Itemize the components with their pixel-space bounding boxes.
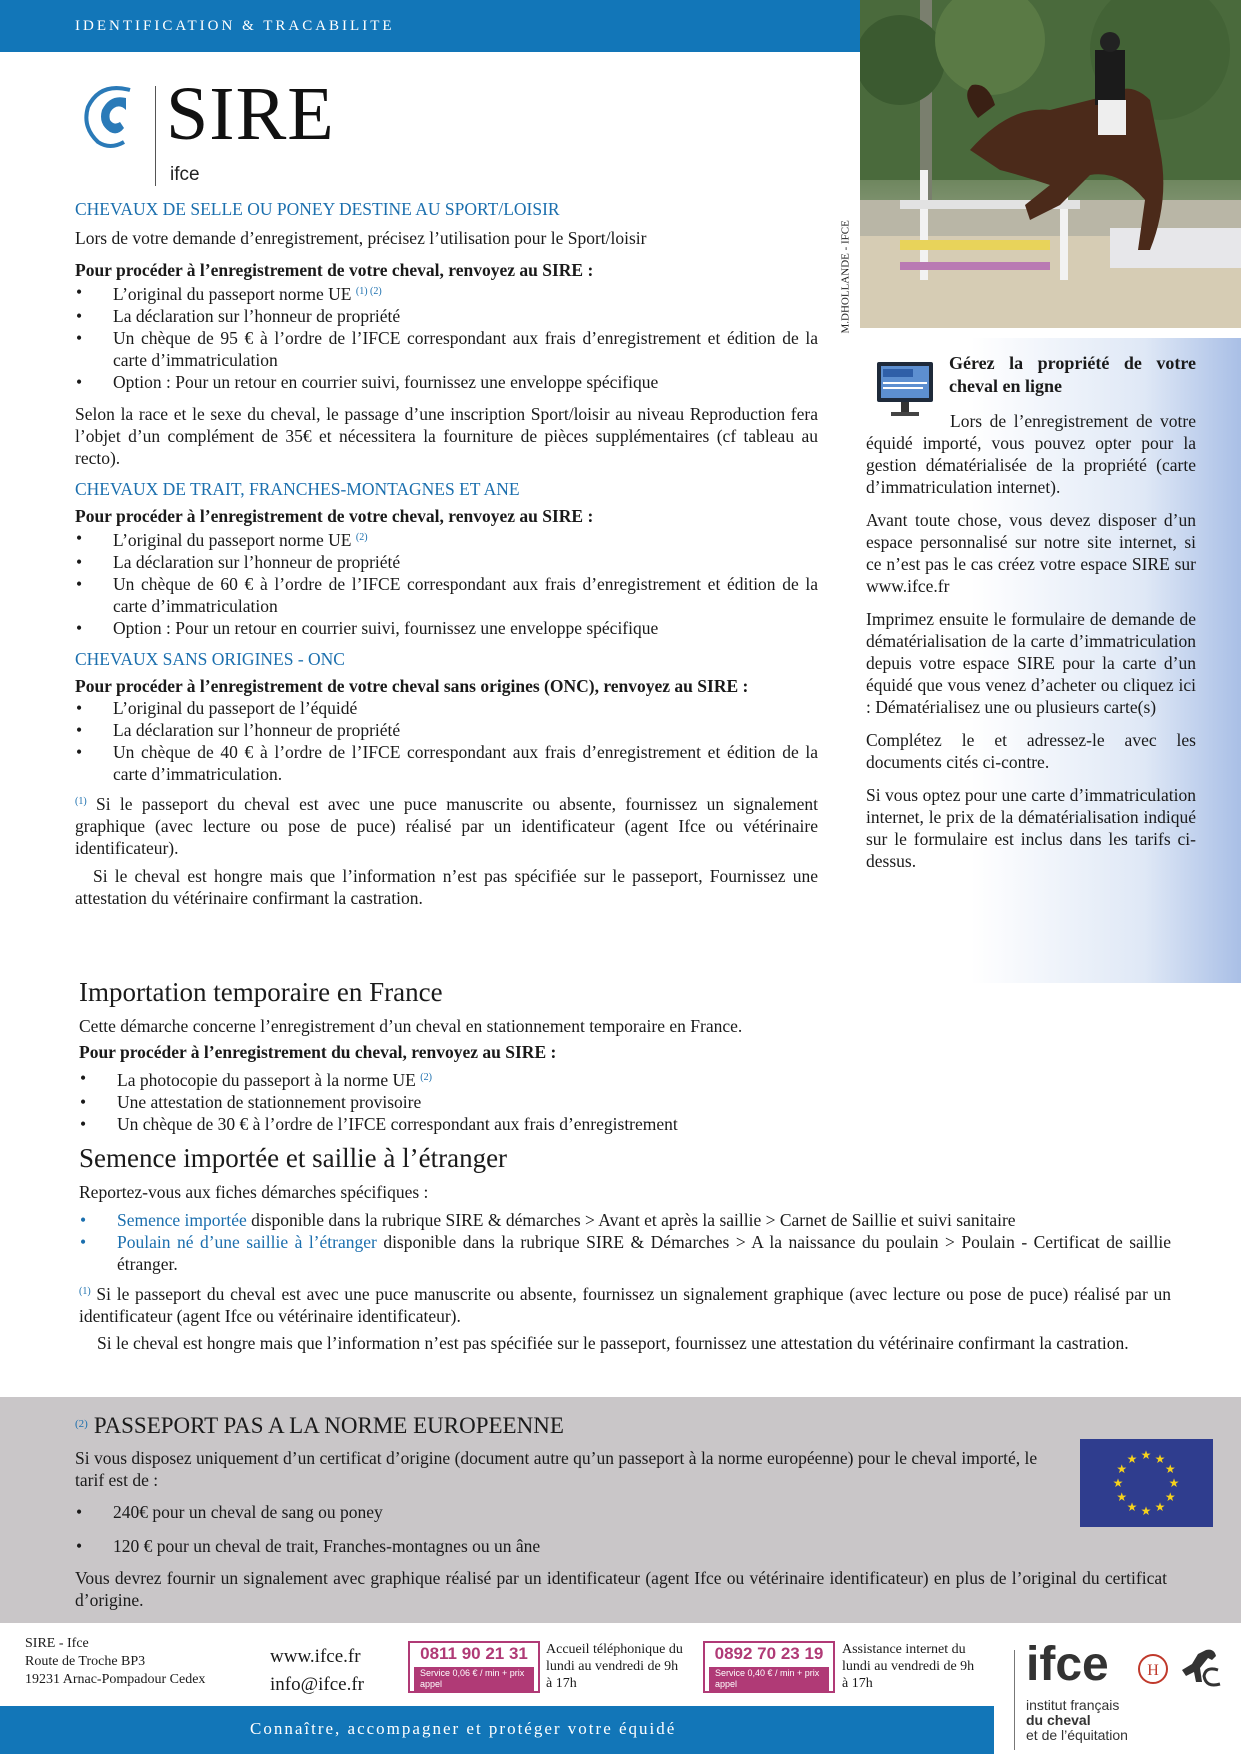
list-item: • Un chèque de 60 € à l’ordre de l’IFCE correspondant aux frais d’enregistrement et édition de la carte d’immatriculation [75, 573, 818, 617]
list-item: • L’original du passeport norme UE $^{(2)}$ [75, 527, 818, 551]
header-band [0, 0, 860, 52]
footnote-ref: (2) [420, 1072, 432, 1083]
eu-star-icon: ★ [1140, 1448, 1152, 1462]
list-item: • Un chèque de 40 € à l’ordre de l’IFCE correspondant aux frais d’enregistrement et édition de la carte d’immatriculation. [75, 741, 818, 785]
non-eu-intro: Si vous disposez uniquement d’un certificat d’origine (document autre qu’un passeport à la norme européenne) pour le cheval importé, le tarif est de : [75, 1448, 1038, 1490]
phone-box-assistance [703, 1641, 835, 1693]
sidebar-para-4: Complétez le et adressez-le avec les documents cités ci-contre. [866, 730, 1196, 772]
list-item: • Poulain né d’une saillie à l’étranger disponible dans la rubrique SIRE & Démarches > A la naissance du poulain > Poulain - Certificat de saillie étranger. [79, 1231, 1171, 1275]
footer-address: SIRE - Ifce Route de Troche BP3 19231 Arnac-Pompadour Cedex [25, 1636, 206, 1687]
ifce-logo-subtitle: institut français du cheval et de l’équitation [1026, 1697, 1128, 1743]
list-item: • La déclaration sur l’honneur de propriété [75, 305, 818, 327]
main-column [75, 198, 818, 909]
eu-star-icon: ★ [1154, 1500, 1166, 1515]
horse-head-icon [80, 82, 142, 152]
sidebar-para-3: Imprimez ensuite le formulaire de demande de dématérialisation de la carte d’immatriculation depuis votre espace SIRE pour la carte d’un équidé que vous venez d’acheter ou cliquez ici : Dématérialisez une ou plusieurs carte(s) [866, 609, 1196, 717]
sport-intro: Lors de votre demande d’enregistrement, précisez l’utilisation pour le Sport/loisir [75, 228, 647, 248]
import-title: Importation temporaire en France [79, 977, 443, 1007]
list-item: • Un chèque de 95 € à l’ordre de l’IFCE correspondant aux frais d’enregistrement et édition de la carte d’immatriculation [75, 327, 818, 371]
list-item: • L’original du passeport norme UE $^{(1) (2)}$ [75, 281, 818, 305]
show-jumping-photo [860, 0, 1241, 328]
sidebar-heading: Gérez la propriété de votre cheval en ligne [949, 353, 1196, 396]
eu-star-icon: ★ [1140, 1504, 1152, 1518]
phone-fee-accueil: Service 0,06 € / min + prix appel [414, 1667, 534, 1691]
eu-star-icon: ★ [1154, 1451, 1166, 1466]
list-item: • 240€ pour un cheval de sang ou poney [75, 1501, 1175, 1523]
rearing-horse-icon [1176, 1646, 1222, 1690]
footnote-gelding: Si le cheval est hongre mais que l’information n’est pas spécifiée sur le passeport, Fournissez une attestation du vétérinaire confirmant la castration. [75, 866, 818, 908]
online-management-sidebar [855, 338, 1241, 983]
sidebar-para-5: Si vous optez pour une carte d’immatriculation internet, le prix de la dématérialisation indiqué sur le formulaire est inclus dans les tarifs ci-dessus. [866, 785, 1196, 871]
sire-logo-ifce: ifce [170, 164, 200, 185]
ifce-wordmark: ifce [1026, 1638, 1109, 1691]
haras-emblem-icon [1136, 1652, 1170, 1686]
lower-sections [79, 975, 1171, 1354]
eu-star-icon: ★ [1116, 1462, 1128, 1476]
eu-star-icon: ★ [1116, 1490, 1128, 1504]
semen-intro: Reportez-vous aux fiches démarches spécifiques : [79, 1182, 429, 1202]
eu-star-icon: ★ [1112, 1476, 1124, 1490]
ifce-logo [1008, 1640, 1233, 1752]
section-title-trait: CHEVAUX DE TRAIT, FRANCHES-MONTAGNES ET ANE [75, 479, 520, 499]
list-item: • La déclaration sur l’honneur de propriété [75, 719, 818, 741]
ifce-logo-divider [1014, 1650, 1015, 1750]
photo-credit: M.DHOLLANDE - IFCE [839, 220, 852, 334]
eu-flag [1080, 1439, 1213, 1527]
semen-list [79, 1209, 1171, 1275]
section-title-sport: CHEVAUX DE SELLE OU PONEY DESTINE AU SPORT/LOISIR [75, 199, 560, 219]
lower-footnote-1: $^{(1)}$ Si le passeport du cheval est avec une puce manuscrite ou absente, fournissez un signalement graphique (avec lecture ou pose de puce) réalisé par un identificateur (agent Ifce ou vétérinaire identificateur). [79, 1284, 1171, 1326]
svg-text:H: H [1147, 1662, 1159, 1679]
sidebar-para-1: Lors de l’enregistrement de votre équidé importé, vous pouvez opter pour la gestion dématérialisée de la propriété (carte d’immatriculation internet). [866, 411, 1196, 497]
list-item: • L’original du passeport de l’équidé [75, 697, 818, 719]
non-eu-passport-title: $^{(2)}$ PASSEPORT PAS A LA NORME EUROPEENNE [75, 1413, 564, 1438]
footnote-ref: (1) (2) [355, 286, 382, 297]
eu-star-icon: ★ [1126, 1500, 1138, 1515]
header-band-text: IDENTIFICATION & TRACABILITE [75, 18, 395, 34]
trait-list [75, 527, 818, 639]
section-title-onc: CHEVAUX SANS ORIGINES - ONC [75, 649, 345, 669]
onc-list [75, 697, 818, 785]
logo-divider [155, 86, 156, 186]
phone-fee-assistance: Service 0,40 € / min + prix appel [709, 1667, 829, 1691]
footnote-mark: (2) [75, 1418, 88, 1430]
footnote-1: $^{(1)}$ Si le passeport du cheval est avec une puce manuscrite ou absente, fournissez un signalement graphique (avec lecture ou pose de puce) réalisé par un identificateur (agent Ifce ou vétérinaire identificateur). [75, 794, 818, 858]
import-list [79, 1067, 1171, 1135]
import-lead: Pour procéder à l’enregistrement du cheval, renvoyez au SIRE : [79, 1042, 557, 1062]
list-item: • 120 € pour un cheval de trait, Franches-montagnes ou un âne [75, 1535, 1175, 1557]
foal-abroad-link[interactable]: Poulain né d’une saillie à l’étranger [117, 1232, 377, 1252]
sport-lead: Pour procéder à l’enregistrement de votre cheval, renvoyez au SIRE : [75, 260, 594, 280]
footnote-ref: (2) [355, 532, 368, 543]
footer-web-contact [270, 1643, 364, 1699]
onc-lead: Pour procéder à l’enregistrement de votre cheval sans origines (ONC), renvoyez au SIRE : [75, 676, 749, 696]
footer-tagline: Connaître, accompagner et protéger votre équidé [250, 1719, 677, 1738]
sire-logo [80, 72, 380, 190]
eu-star-icon: ★ [1168, 1476, 1180, 1490]
phone-desc-accueil: Accueil téléphonique du lundi au vendredi de 9h à 17h [546, 1642, 683, 1691]
eu-star-icon: ★ [1126, 1451, 1138, 1466]
non-eu-passport-content [75, 1409, 1175, 1611]
eu-star-icon: ★ [1164, 1490, 1176, 1504]
sport-reproduction-para: Selon la race et le sexe du cheval, le passage d’une inscription Sport/loisir au niveau Reproduction fera l’objet d’un complément de 35€ et nécessitera la fourniture de pièces supplémentaires (cf tableau au recto). [75, 404, 818, 468]
semen-link[interactable]: Semence importée [117, 1210, 247, 1230]
sidebar-para-2: Avant toute chose, vous devez disposer d’un espace personnalisé sur notre site internet, si ce n’est pas le cas créez votre espace SIRE sur www.ifce.fr [866, 510, 1196, 596]
website-link[interactable]: www.ifce.fr [270, 1646, 361, 1667]
sidebar-content [866, 352, 1196, 872]
non-eu-price-list [75, 1501, 1175, 1557]
trait-lead: Pour procéder à l’enregistrement de votre cheval, renvoyez au SIRE : [75, 506, 594, 526]
list-item: • Option : Pour un retour en courrier suivi, fournissez une enveloppe spécifique [75, 617, 818, 639]
semen-title: Semence importée et saillie à l’étranger [79, 1143, 508, 1173]
list-item: • Semence importée disponible dans la rubrique SIRE & démarches > Avant et après la saillie > Carnet de Saillie et suivi sanitaire [79, 1209, 1171, 1231]
footnote-mark: (1) [75, 796, 87, 807]
list-item: • Un chèque de 30 € à l’ordre de l’IFCE correspondant aux frais d’enregistrement [79, 1113, 1171, 1135]
footer-tagline-band [0, 1706, 994, 1754]
non-eu-passport-box [0, 1397, 1241, 1623]
phone-number-assistance[interactable]: 0892 70 23 19 [714, 1644, 824, 1663]
list-item: • Une attestation de stationnement provisoire [79, 1091, 1171, 1113]
footnote-mark: (1) [79, 1286, 91, 1297]
list-item: • La photocopie du passeport à la norme UE $^{(2)}$ [79, 1067, 1171, 1091]
lower-footnote-gelding: Si le cheval est hongre mais que l’information n’est pas spécifiée sur le passeport, fournissez une attestation du vétérinaire confirmant la castration. [97, 1333, 1129, 1353]
sport-list [75, 281, 818, 393]
list-item: • Option : Pour un retour en courrier suivi, fournissez une enveloppe spécifique [75, 371, 818, 393]
phone-desc-assistance: Assistance internet du lundi au vendredi de 9h à 17h [842, 1642, 975, 1691]
phone-box-accueil [408, 1641, 540, 1693]
sire-wordmark: SIRE [166, 72, 335, 156]
list-item: • La déclaration sur l’honneur de propriété [75, 551, 818, 573]
phone-number-accueil[interactable]: 0811 90 21 31 [420, 1644, 528, 1663]
non-eu-outro: Vous devrez fournir un signalement avec graphique réalisé par un identificateur (agent Ifce ou vétérinaire identificateur) en plus de l’original du certificat d’origine. [75, 1568, 1167, 1610]
import-intro: Cette démarche concerne l’enregistrement d’un cheval en stationnement temporaire en France. [79, 1016, 743, 1036]
eu-star-icon: ★ [1164, 1462, 1176, 1476]
email-link[interactable]: info@ifce.fr [270, 1674, 364, 1695]
